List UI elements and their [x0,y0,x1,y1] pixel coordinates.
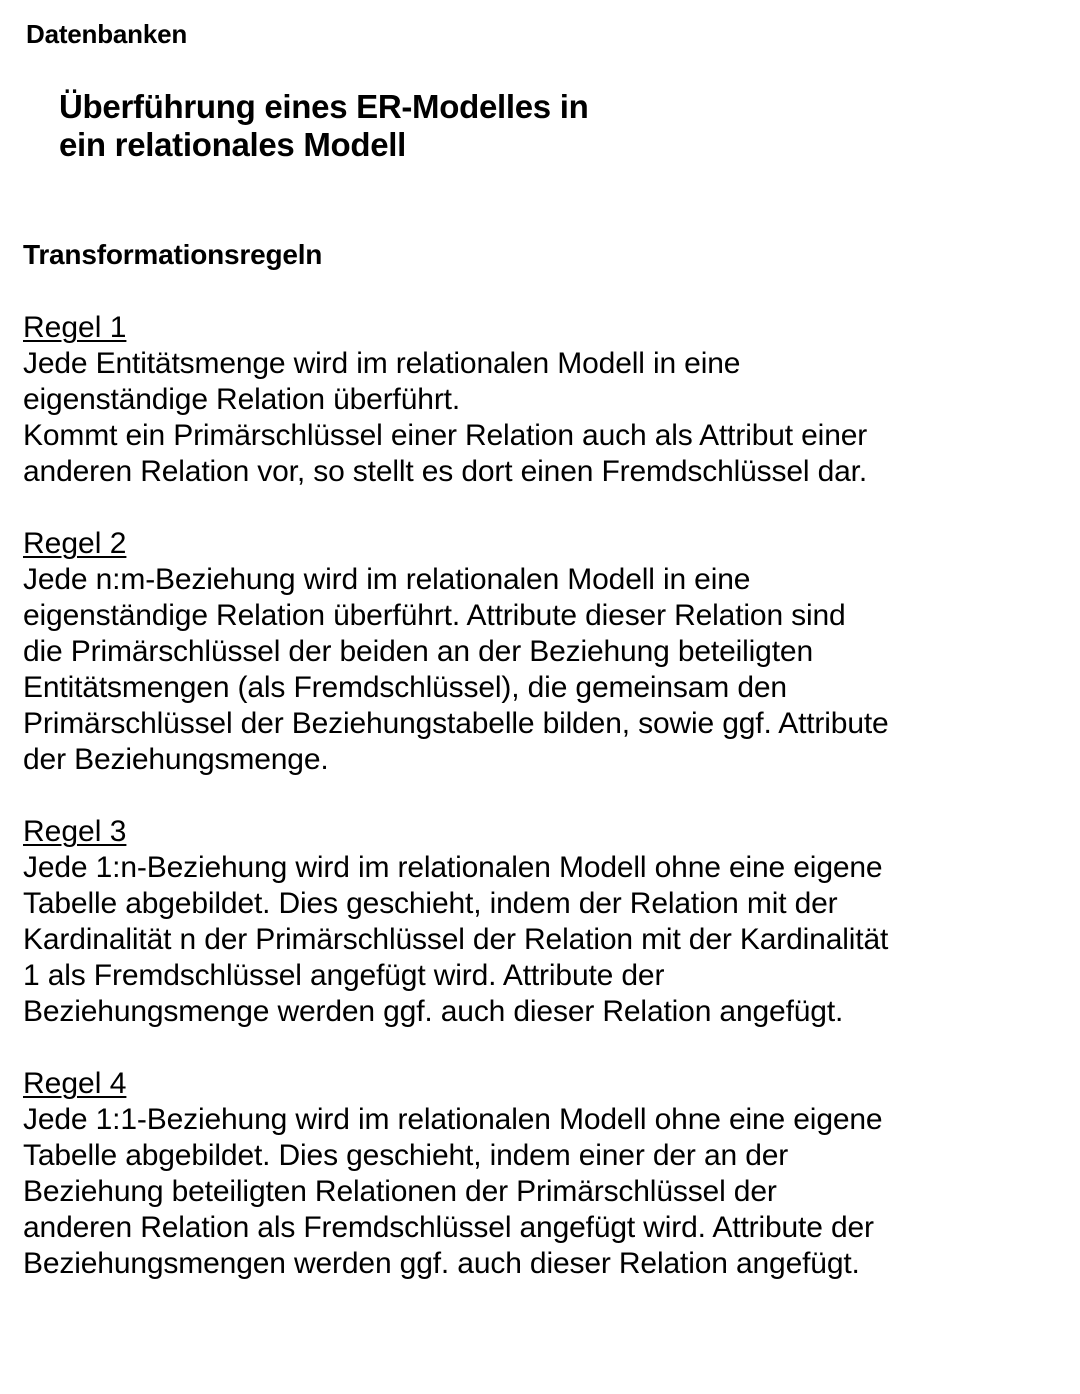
rule-body-line: Jede Entitätsmenge wird im relationalen Modell in eine [23,347,741,380]
rule-label: Regel 4 [23,1067,127,1100]
rule-body-line: Jede 1:n-Beziehung wird im relationalen Modell ohne eine eigene [23,851,883,884]
rule-body [23,562,1068,778]
rule-block [23,526,1068,778]
rules-list [23,310,1068,1282]
rule-body-line: Kardinalität n der Primärschlüssel der Relation mit der Kardinalität [23,923,889,956]
rule-block [23,814,1068,1030]
rule-label-row [23,310,1068,346]
rule-label: Regel 3 [23,815,127,848]
rule-body [23,346,1068,490]
rule-body-line: eigenständige Relation überführt. [23,383,461,416]
rule-body-line: Jede 1:1-Beziehung wird im relationalen Modell ohne eine eigene [23,1103,883,1136]
page-title [59,88,819,164]
document-kicker: Datenbanken [26,19,188,49]
rule-body-line: die Primärschlüssel der beiden an der Beziehung beteiligten [23,635,813,668]
rule-body-line: Jede n:m-Beziehung wird im relationalen Modell in eine [23,563,751,596]
rule-body-line: 1 als Fremdschlüssel angefügt wird. Attribute der [23,959,665,992]
rule-label: Regel 2 [23,527,127,560]
rule-body-line: Tabelle abgebildet. Dies geschieht, indem der Relation mit der [23,887,838,920]
rule-body-line: anderen Relation vor, so stellt es dort einen Fremdschlüssel dar. [23,455,868,488]
rule-body-line: Beziehungsmenge werden ggf. auch dieser Relation angefügt. [23,995,844,1028]
rule-body-line: eigenständige Relation überführt. Attribute dieser Relation sind [23,599,846,632]
rule-body-line: Kommt ein Primärschlüssel einer Relation auch als Attribut einer [23,419,868,452]
rule-block [23,1066,1068,1282]
rule-label-row [23,1066,1068,1102]
rule-body-line: anderen Relation als Fremdschlüssel angefügt wird. Attribute der [23,1211,874,1244]
rule-body-line: Tabelle abgebildet. Dies geschieht, indem einer der an der [23,1139,789,1172]
rule-body-line: Beziehungsmengen werden ggf. auch dieser Relation angefügt. [23,1247,860,1280]
rule-body [23,850,1068,1030]
page-title-line: ein relationales Modell [59,126,407,163]
rule-label-row [23,526,1068,562]
section-heading-transformationsregeln: Transformationsregeln [23,239,323,270]
rule-block [23,310,1068,490]
rule-body-line: Primärschlüssel der Beziehungstabelle bilden, sowie ggf. Attribute [23,707,889,740]
rule-label-row [23,814,1068,850]
page-title-line: Überführung eines ER-Modelles in [59,88,589,125]
rule-body [23,1102,1068,1282]
rule-body-line: der Beziehungsmenge. [23,743,329,776]
rule-label: Regel 1 [23,311,127,344]
rule-body-line: Entitätsmengen (als Fremdschlüssel), die gemeinsam den [23,671,787,704]
rule-body-line: Beziehung beteiligten Relationen der Primärschlüssel der [23,1175,777,1208]
